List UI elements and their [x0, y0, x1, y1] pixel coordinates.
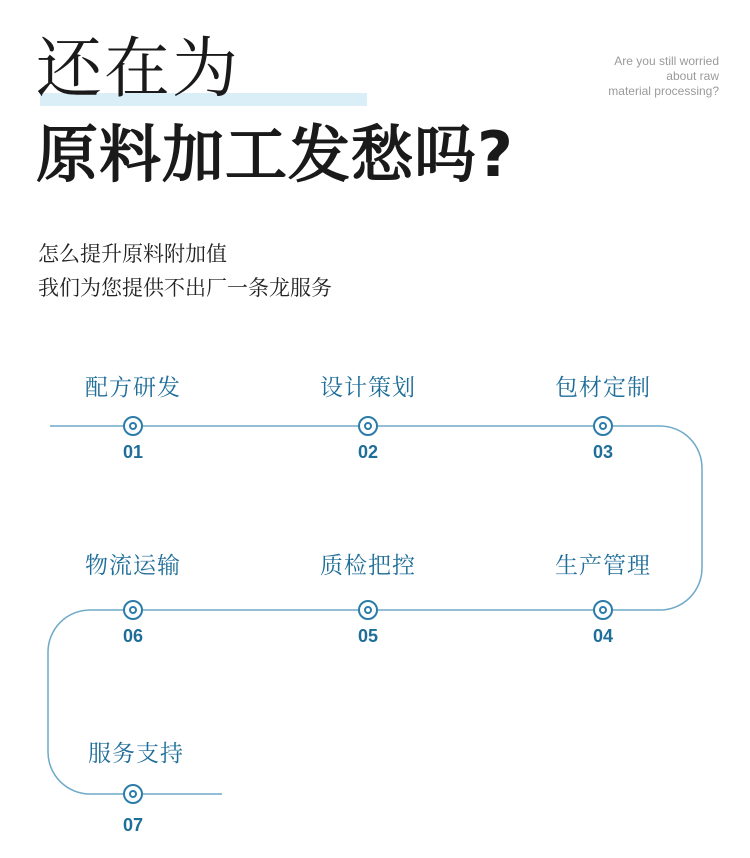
- step-marker-icon: [123, 600, 143, 620]
- title-line-1: 还在为: [36, 30, 240, 107]
- step-02-number-wrap: [268, 443, 468, 461]
- step-marker-icon: [123, 784, 143, 804]
- step-label: 设计策划: [320, 375, 416, 401]
- title-line-2: 原料加工发愁吗?: [36, 118, 514, 191]
- step-marker-icon: [358, 600, 378, 620]
- english-tagline: Are you still worried about raw material processing?: [608, 54, 719, 98]
- step-label: 物流运输: [85, 553, 181, 579]
- step-04: [503, 555, 703, 578]
- step-number: 02: [357, 442, 379, 462]
- step-marker-icon: [358, 416, 378, 436]
- step-04-number-wrap: [503, 627, 703, 645]
- step-01-number-wrap: [33, 443, 233, 461]
- step-05: [268, 555, 468, 578]
- step-03-number-wrap: [503, 443, 703, 461]
- step-02: [268, 377, 468, 400]
- step-marker-icon: [593, 416, 613, 436]
- step-label: 配方研发: [85, 375, 181, 401]
- step-marker-icon: [593, 600, 613, 620]
- step-03: [503, 377, 703, 400]
- step-05-number-wrap: [268, 627, 468, 645]
- description-line-2: 我们为您提供不出厂一条龙服务: [38, 276, 332, 300]
- step-label: 包材定制: [555, 375, 651, 401]
- step-number: 05: [357, 626, 379, 646]
- step-label: 质检把控: [320, 553, 416, 579]
- step-01: [33, 377, 233, 400]
- step-07-number-wrap: [33, 816, 233, 834]
- step-number: 03: [592, 442, 614, 462]
- step-marker-icon: [123, 416, 143, 436]
- step-07: [36, 743, 236, 766]
- step-number: 01: [122, 442, 144, 462]
- step-number: 07: [122, 815, 144, 835]
- step-number: 06: [122, 626, 144, 646]
- step-06: [33, 555, 233, 578]
- step-label: 生产管理: [555, 553, 651, 579]
- description-line-1: 怎么提升原料附加值: [38, 242, 227, 266]
- step-number: 04: [592, 626, 614, 646]
- step-label: 服务支持: [88, 741, 184, 767]
- step-06-number-wrap: [33, 627, 233, 645]
